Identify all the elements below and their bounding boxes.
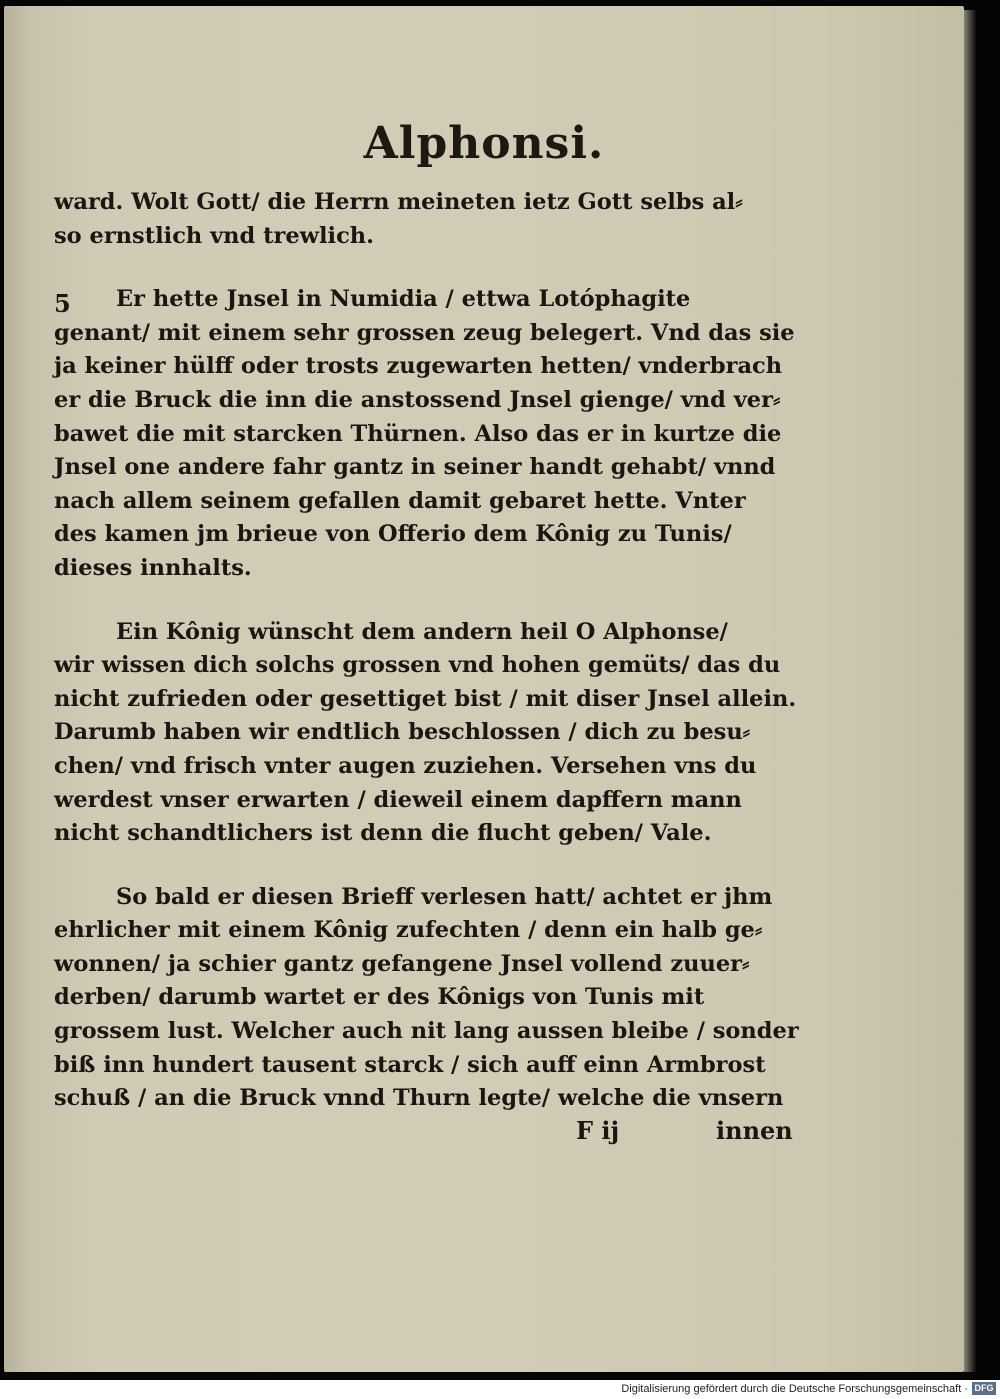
paragraph bbox=[54, 616, 797, 851]
text-line: ward. Wolt Gott/ die Herrn meineten ietz Gott selbs al⸗ bbox=[54, 189, 743, 215]
text-line: dieses innhalts. bbox=[54, 554, 252, 581]
text-line: grossem lust. Welcher auch nit lang aussen bleibe / sonder bbox=[54, 1018, 799, 1045]
text-line: chen/ vnd frisch vnter augen zuziehen. Versehen vns du bbox=[54, 752, 757, 779]
text-line: ehrlicher mit einem Kônig zufechten / denn ein halb ge⸗ bbox=[54, 917, 763, 944]
text-line: des kamen jm brieue von Offerio dem Kônig zu Tunis/ bbox=[54, 521, 732, 548]
funding-notice: Digitalisierung gefördert durch die Deutsche Forschungsgemeinschaft · bbox=[621, 1383, 968, 1395]
text-line: nach allem seinem gefallen damit gebaret hette. Vnter bbox=[54, 487, 746, 514]
dfg-logo: DFG bbox=[972, 1382, 996, 1395]
page-foot bbox=[4, 1116, 964, 1156]
catchword: innen bbox=[716, 1116, 793, 1145]
signature-mark: F ij bbox=[576, 1116, 620, 1145]
margin-line-number: 5 bbox=[54, 289, 71, 318]
running-head: Alphonsi. bbox=[363, 118, 605, 169]
text-line: nicht schandtlichers ist denn die flucht geben/ Vale. bbox=[54, 820, 712, 847]
book-page bbox=[4, 6, 964, 1372]
text-line: so ernstlich vnd trewlich. bbox=[54, 222, 374, 249]
text-line: Er hette Jnsel in Numidia / ettwa Lotóphagite bbox=[116, 286, 691, 313]
text-line: Darumb haben wir endtlich beschlossen / dich zu besu⸗ bbox=[54, 719, 751, 746]
text-line: Jnsel one andere fahr gantz in seiner handt gehabt/ vnnd bbox=[54, 454, 776, 481]
text-line: bawet die mit starcken Thürnen. Also das er in kurtze die bbox=[54, 420, 782, 447]
paragraph bbox=[54, 283, 794, 585]
page-edge-shadow bbox=[964, 10, 976, 1372]
text-line: schuß / an die Bruck vnnd Thurn legte/ welche die vnsern bbox=[54, 1085, 784, 1112]
text-line: werdest vnser erwarten / dieweil einem dapffern mann bbox=[54, 786, 742, 813]
text-line: Ein Kônig wünscht dem andern heil O Alphonse/ bbox=[116, 618, 728, 645]
text-line: wonnen/ ja schier gantz gefangene Jnsel vollend zuuer⸗ bbox=[54, 950, 750, 977]
text-line: derben/ darumb wartet er des Kônigs von Tunis mit bbox=[54, 984, 705, 1011]
text-line: nicht zufrieden oder gesettiget bist / mit diser Jnsel allein. bbox=[54, 685, 797, 712]
paragraph bbox=[54, 881, 799, 1116]
body-text bbox=[54, 186, 799, 1116]
text-line: biß inn hundert tausent starck / sich auff einn Armbrost bbox=[54, 1051, 766, 1078]
text-line: genant/ mit einem sehr grossen zeug belegert. Vnd das sie bbox=[54, 319, 795, 346]
text-line: er die Bruck die inn die anstossend Jnsel gienge/ vnd ver⸗ bbox=[54, 386, 781, 413]
text-line: ja keiner hülff oder trosts zugewarten hetten/ vnderbrach bbox=[54, 353, 783, 380]
text-line: wir wissen dich solchs grossen vnd hohen gemüts/ das du bbox=[54, 652, 781, 679]
paragraph bbox=[54, 186, 794, 253]
text-line: So bald er diesen Brieff verlesen hatt/ achtet er jhm bbox=[116, 883, 773, 910]
